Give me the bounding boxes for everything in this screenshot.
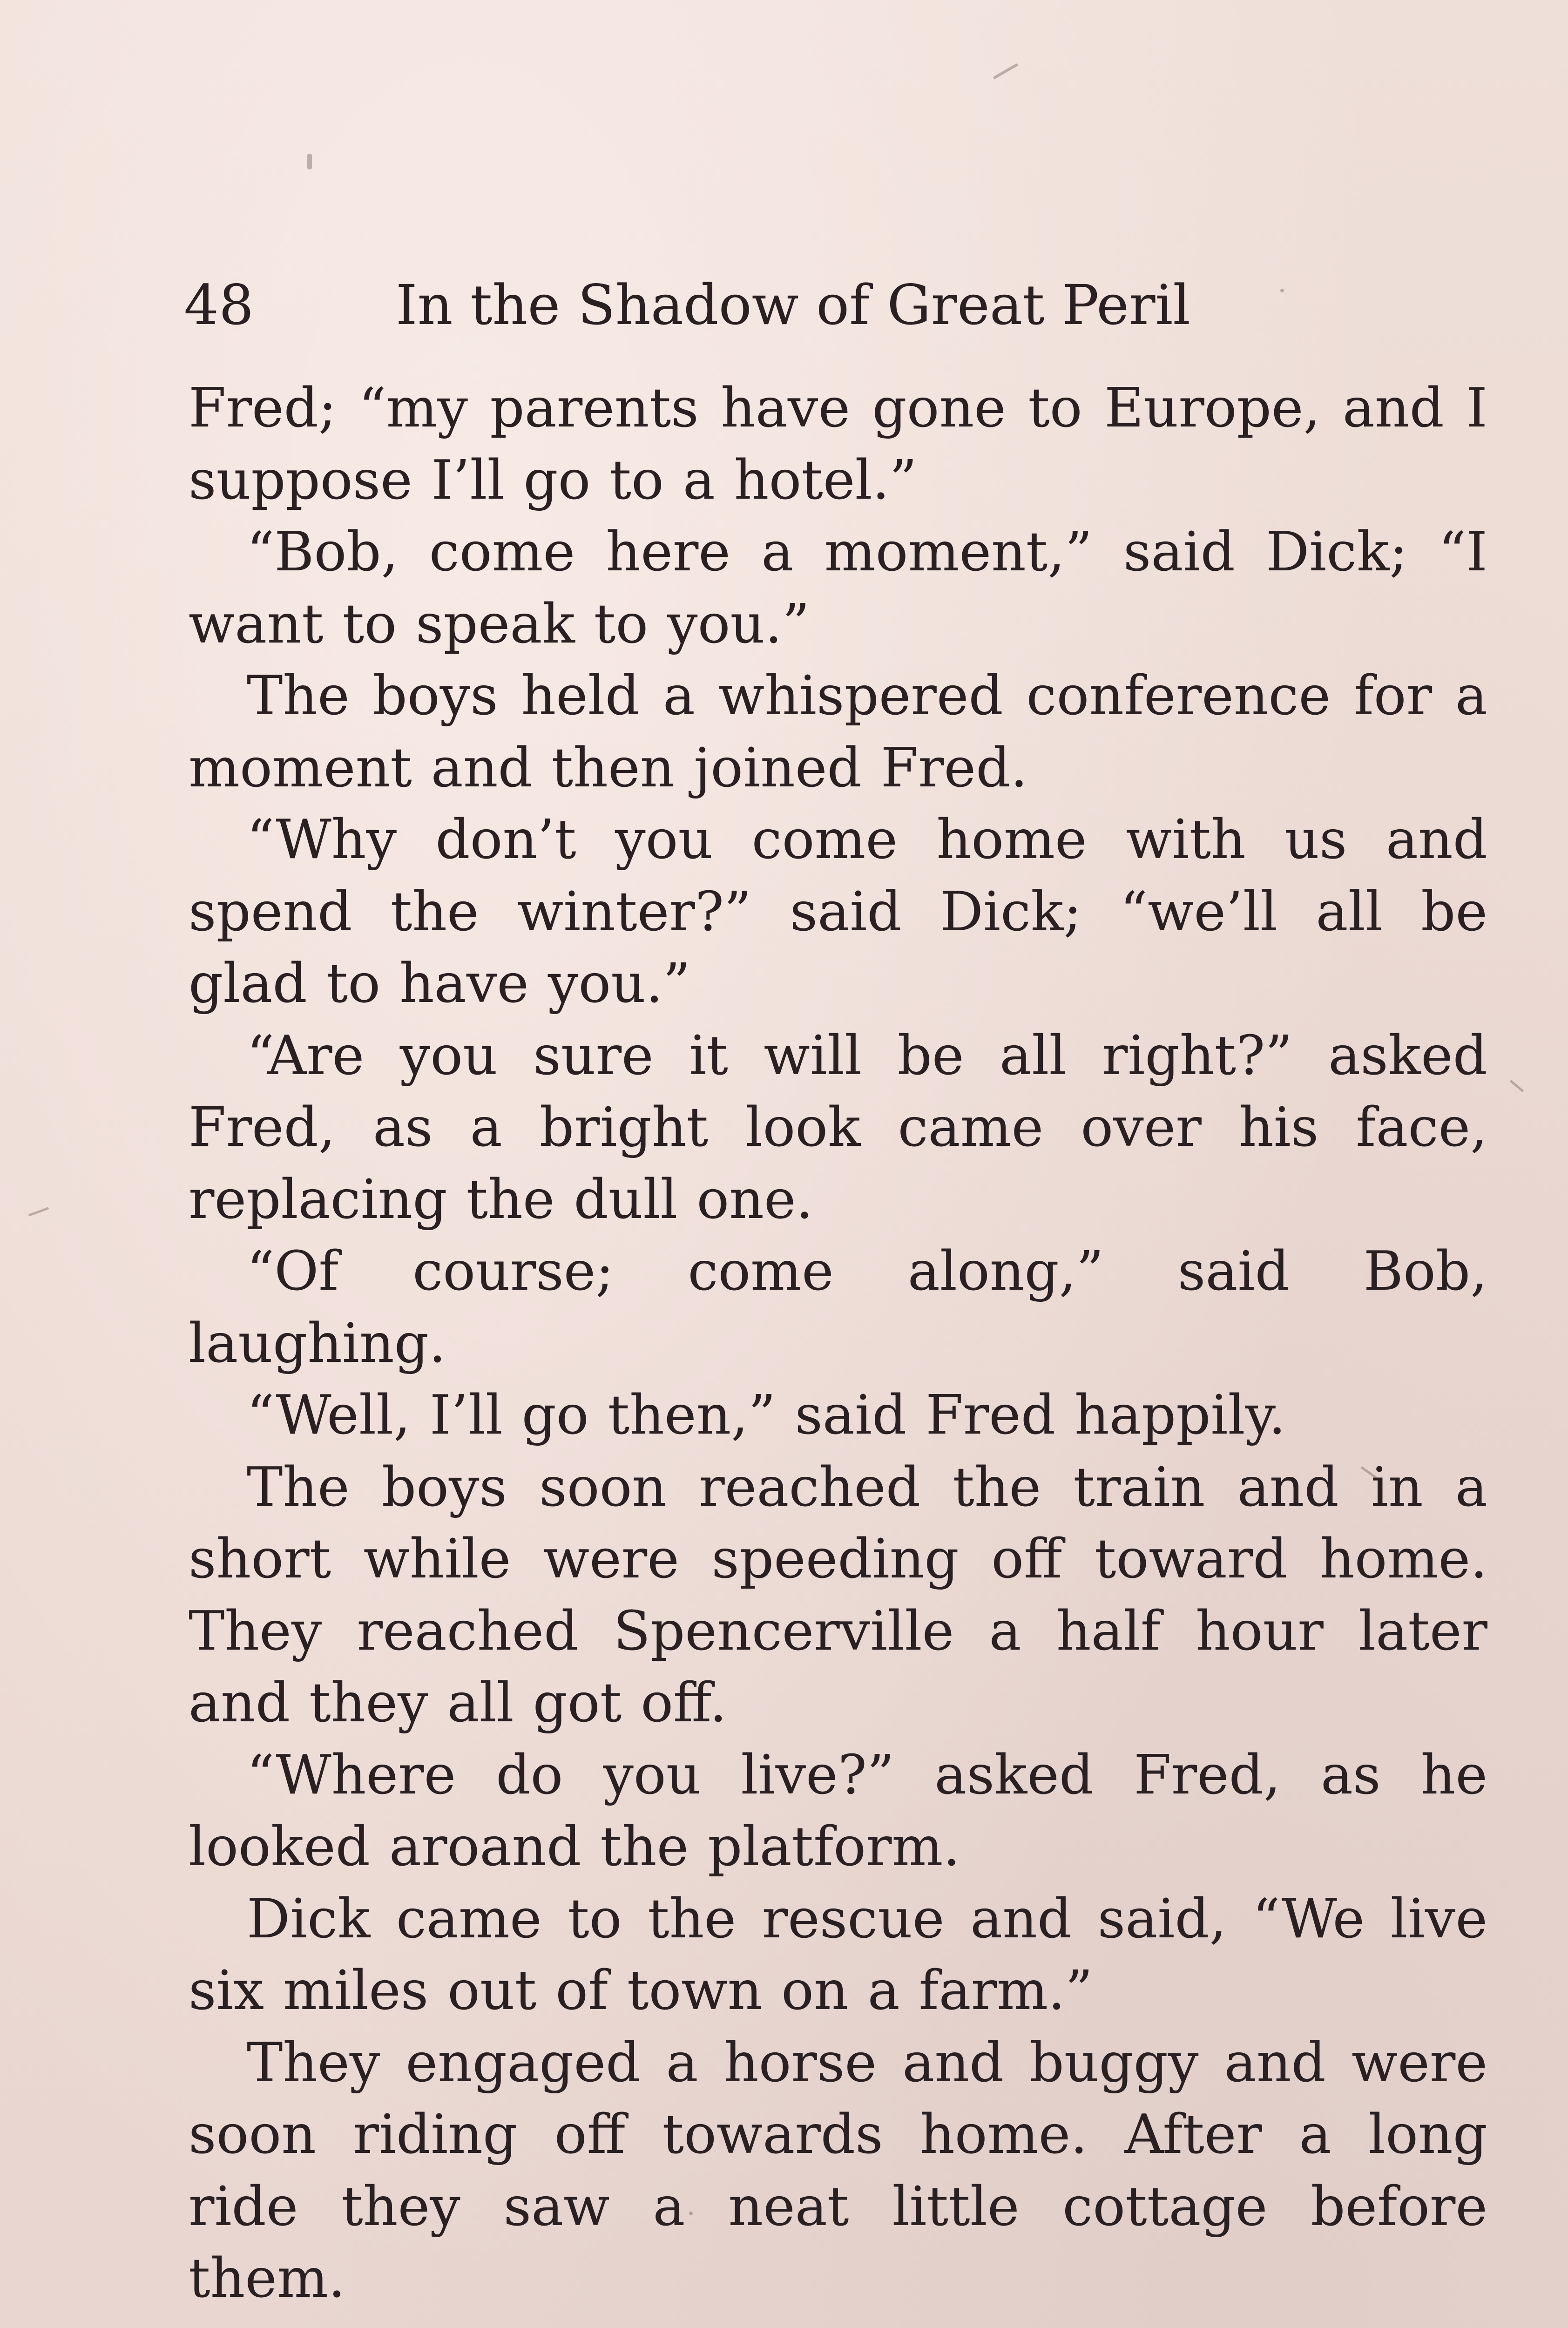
- paper-speck: [1280, 289, 1284, 292]
- paper-speck: [1510, 1080, 1524, 1092]
- body-text: [189, 372, 1487, 2315]
- paragraph: “Well, I’ll go then,” said Fred happily.: [247, 1384, 1286, 1447]
- paragraph: “Where do you live?” asked Fred, as he looked aroand the platform.: [189, 1743, 1487, 1878]
- paragraph: “Bob, come here a moment,” said Dick; “I want to speak to you.”: [189, 521, 1487, 656]
- paragraph: They engaged a horse and buggy and were soon riding off towards home. After a long ride they saw a neat little cottage before them.: [189, 2031, 1487, 2310]
- page-number: 48: [184, 273, 254, 337]
- paper-speck: [689, 2212, 693, 2215]
- paragraph: “Why don’t you come home with us and spend the winter?” said Dick; “we’ll all be glad to have you.”: [189, 808, 1487, 1015]
- running-title: In the Shadow of Great Peril: [396, 273, 1190, 337]
- paper-speck: [28, 1207, 49, 1216]
- paragraph: “Are you sure it will be all right?” asked Fred, as a bright look came over his face, replacing the dull one.: [189, 1024, 1487, 1231]
- paper-speck: [307, 154, 312, 169]
- paragraph: The boys held a whispered conference for a moment and then joined Fred.: [189, 664, 1487, 799]
- paragraph: “Of course; come along,” said Bob, laughing.: [189, 1240, 1487, 1375]
- paper-speck: [993, 63, 1019, 79]
- running-head: [184, 268, 1301, 342]
- paragraph: Fred; “my parents have gone to Europe, and I suppose I’ll go to a hotel.”: [189, 377, 1487, 512]
- paragraph: The boys soon reached the train and in a short while were speeding off toward home. They reached Spencerville a half hour later and they all got off.: [189, 1455, 1487, 1734]
- paragraph: Dick came to the rescue and said, “We live six miles out of town on a farm.”: [189, 1887, 1487, 2022]
